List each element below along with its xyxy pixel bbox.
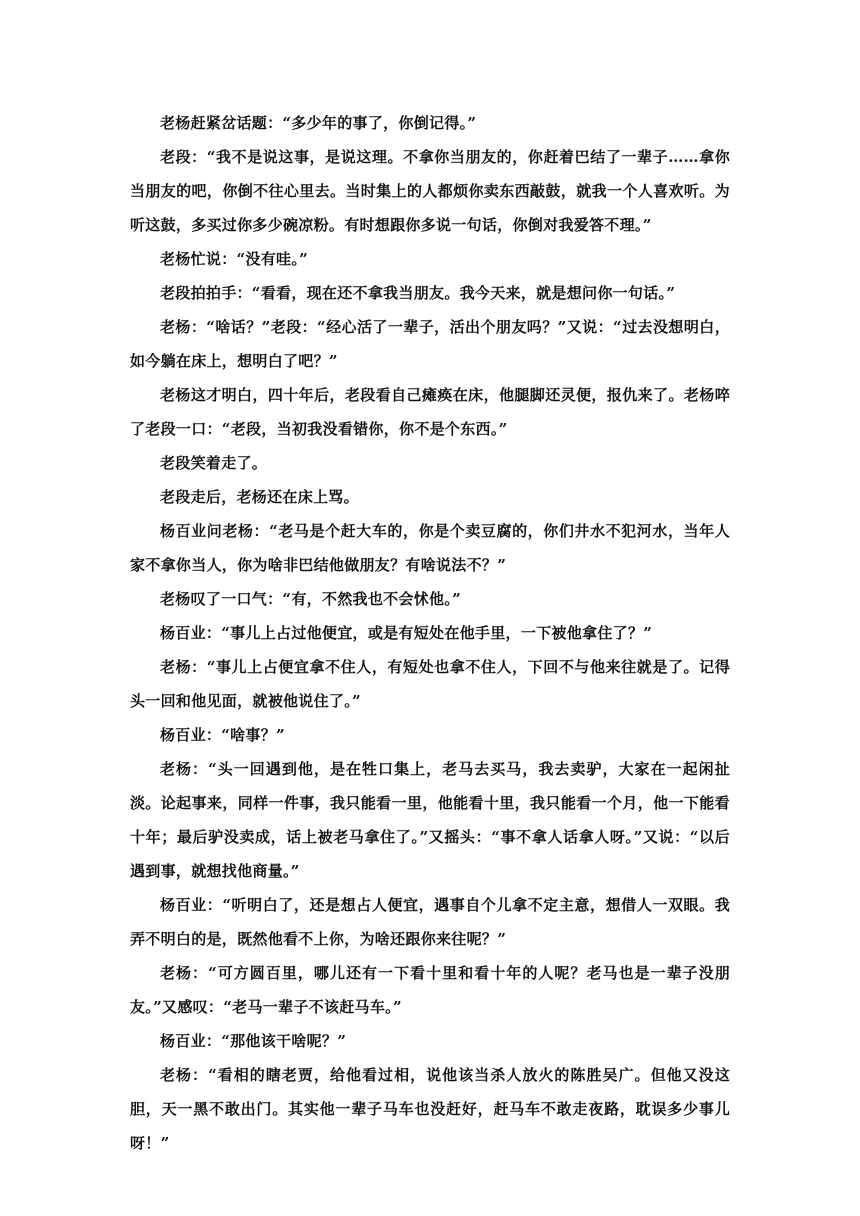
paragraph: 老杨：“头一回遇到他，是在牲口集上，老马去买马，我去卖驴，大家在一起闲扯淡。论起事来，同样一件事，我只能看一里，他能看十里，我只能看一个月，他一下能看十年；最后驴没卖成，话上被老马拿住了。”又摇头：“事不拿人话拿人呀。”又说：“以后遇到事，就想找他商量。” bbox=[130, 760, 730, 880]
paragraph: 杨百业：“啥事？” bbox=[160, 726, 285, 744]
paragraph: 老段拍拍手：“看看，现在还不拿我当朋友。我今天来，就是想问你一句话。” bbox=[160, 284, 676, 302]
paragraph: 杨百业：“那他该干啥呢？” bbox=[160, 1032, 347, 1050]
paragraph: 杨百业问老杨：“老马是个赶大车的，你是个卖豆腐的，你们井水不犯河水，当年人家不拿你当人，你为啥非巴结他做朋友？有啥说法不？” bbox=[130, 522, 730, 574]
paragraph: 老杨这才明白，四十年后，老段看自己瘫痪在床，他腿脚还灵便，报仇来了。老杨啐了老段一口：“老段，当初我没看错你，你不是个东西。” bbox=[130, 386, 730, 438]
paragraph: 老杨：“啥话？”老段：“经心活了一辈子，活出个朋友吗？”又说：“过去没想明白，如今躺在床上，想明白了吧？” bbox=[130, 318, 730, 370]
paragraph: 老杨叹了一口气：“有，不然我也不会怵他。” bbox=[160, 590, 462, 608]
paragraph: 老段走后，老杨还在床上骂。 bbox=[160, 488, 359, 506]
text-body bbox=[130, 106, 730, 1160]
paragraph: 杨百业：“事儿上占过他便宜，或是有短处在他手里，一下被他拿住了？” bbox=[160, 624, 653, 642]
paragraph: 老杨：“看相的瞎老贾，给他看过相，说他该当杀人放火的陈胜吴广。但他又没这胆，天一黑不敢出门。其实他一辈子马车也没赶好，赶马车不敢走夜路，耽误多少事儿呀！” bbox=[130, 1066, 730, 1152]
paragraph: 老杨：“可方圆百里，哪儿还有一下看十里和看十年的人呢？老马也是一辈子没朋友。”又感叹：“老马一辈子不该赶马车。” bbox=[130, 964, 730, 1016]
paragraph: 老杨：“事儿上占便宜拿不住人，有短处也拿不住人，下回不与他来往就是了。记得头一回和他见面，就被他说住了。” bbox=[130, 658, 730, 710]
paragraph: 老杨忙说：“没有哇。” bbox=[160, 250, 309, 268]
paragraph: 杨百业：“听明白了，还是想占人便宜，遇事自个儿拿不定主意，想借人一双眼。我弄不明白的是，既然他看不上你，为啥还跟你来往呢？” bbox=[130, 896, 730, 948]
paragraph: 老段：“我不是说这事，是说这理。不拿你当朋友的，你赶着巴结了一辈子……拿你当朋友的吧，你倒不往心里去。当时集上的人都烦你卖东西敲鼓，就我一个人喜欢听。为听这鼓，多买过你多少碗凉粉。有时想跟你多说一句话，你倒对我爱答不理。” bbox=[130, 148, 730, 234]
paragraph: 老杨赶紧岔话题：“多少年的事了，你倒记得。” bbox=[160, 114, 477, 132]
paragraph: 老段笑着走了。 bbox=[160, 454, 268, 472]
